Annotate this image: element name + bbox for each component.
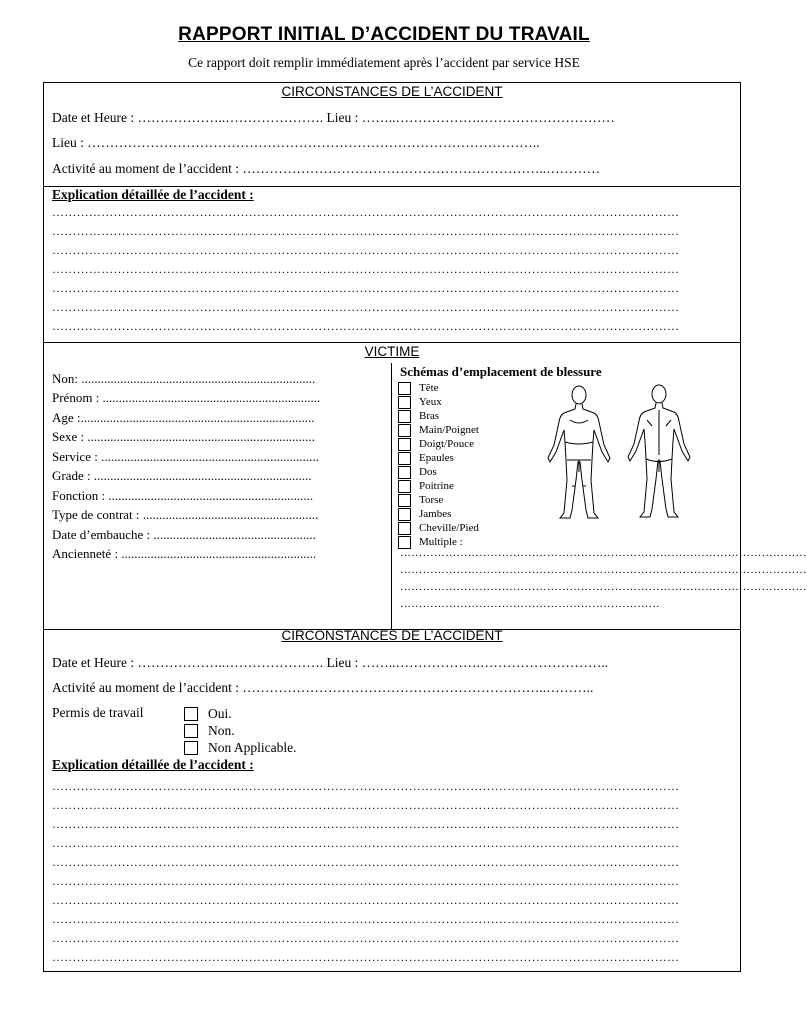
victime-fonction-field[interactable]: Fonction : ............................................................... — [52, 488, 314, 503]
multiple-line[interactable]: ……………………………………………………………………………………………… — [400, 564, 807, 576]
injury-checkbox-tete[interactable]: Tête — [398, 381, 479, 395]
victime-anciennete-field[interactable]: Ancienneté : ............................................................ — [52, 546, 317, 561]
victime-date-embauche-field[interactable]: Date d’embauche : .................................................. — [52, 527, 316, 542]
section1-explication-label: Explication détaillée de l’accident : — [52, 187, 254, 202]
victime-prenom-field[interactable]: Prénom : ................................................................... — [52, 390, 321, 405]
multiple-line[interactable]: ……………………………………………………………………………………………… — [400, 581, 807, 593]
section1-title: CIRCONSTANCES DE L’ACCIDENT — [281, 84, 503, 99]
section1-explication-line[interactable]: ……………………………………………………………………………………………………………………………………… — [52, 205, 680, 219]
section3-title: CIRCONSTANCES DE L’ACCIDENT — [281, 628, 503, 643]
injury-checkbox-bras[interactable]: Bras — [398, 409, 479, 423]
injury-checkbox-multiple[interactable]: Multiple : — [398, 535, 479, 549]
victime-title: VICTIME — [364, 344, 420, 359]
checkbox-icon[interactable] — [184, 724, 198, 738]
checkbox-icon[interactable] — [398, 410, 411, 423]
injury-checkbox-torse[interactable]: Torse — [398, 493, 479, 507]
section1-explication-line[interactable]: ……………………………………………………………………………………………………………………………………… — [52, 281, 680, 295]
permis-option-non[interactable]: Non. — [184, 723, 235, 739]
section1-date-heure-field[interactable]: Date et Heure : ………………..…………………. Lieu : ……..……………….………………………… — [52, 110, 615, 125]
permis-option-oui[interactable]: Oui. — [184, 706, 232, 722]
victime-service-field[interactable]: Service : ................................................................... — [52, 449, 319, 464]
checkbox-icon[interactable] — [398, 466, 411, 479]
section1-explication-line[interactable]: ……………………………………………………………………………………………………………………………………… — [52, 319, 680, 333]
injury-checkbox-poitrine[interactable]: Poitrine — [398, 479, 479, 493]
checkbox-icon[interactable] — [398, 494, 411, 507]
section3-activite-field[interactable]: Activité au moment de l’accident : …………………………………………………………..……….. — [52, 680, 594, 695]
section3-explication-line[interactable]: ……………………………………………………………………………………………………………………………………… — [52, 817, 680, 831]
victime-grade-field[interactable]: Grade : ................................................................... — [52, 468, 312, 483]
injury-checkbox-main-poignet[interactable]: Main/Poignet — [398, 423, 479, 437]
body-back-figure-icon — [628, 385, 690, 517]
section1-lieu-field[interactable]: Lieu : ……………………………………………………………………………………….. — [52, 135, 540, 150]
section3-explication-line[interactable]: ……………………………………………………………………………………………………………………………………… — [52, 855, 680, 869]
checkbox-icon[interactable] — [398, 424, 411, 437]
checkbox-icon[interactable] — [398, 438, 411, 451]
injury-checkbox-dos[interactable]: Dos — [398, 465, 479, 479]
victime-nom-field[interactable]: Non: ........................................................................ — [52, 371, 316, 386]
section3-explication-line[interactable]: ……………………………………………………………………………………………………………………………………… — [52, 779, 680, 793]
victime-column-divider — [391, 363, 392, 629]
report-title: RAPPORT INITIAL D’ACCIDENT DU TRAVAIL — [178, 24, 590, 45]
checkbox-icon[interactable] — [398, 508, 411, 521]
victime-age-field[interactable]: Age :........................................................................ — [52, 410, 315, 425]
checkbox-icon[interactable] — [398, 452, 411, 465]
injury-checkbox-doigt-pouce[interactable]: Doigt/Pouce — [398, 437, 479, 451]
multiple-line[interactable]: ……………………………………………………………………………………………… — [400, 547, 807, 559]
injury-checkbox-yeux[interactable]: Yeux — [398, 395, 479, 409]
section1-activite-field[interactable]: Activité au moment de l’accident : …………………………………………………………..………… — [52, 161, 601, 176]
section1-explication-line[interactable]: ……………………………………………………………………………………………………………………………………… — [52, 300, 680, 314]
checkbox-icon[interactable] — [398, 396, 411, 409]
victime-sexe-field[interactable]: Sexe : ...................................................................... — [52, 429, 315, 444]
form-frame — [43, 82, 807, 972]
permis-option-non-applicable[interactable]: Non Applicable. — [184, 740, 296, 756]
checkbox-icon[interactable] — [398, 522, 411, 535]
section3-date-heure-field[interactable]: Date et Heure : ………………..…………………. Lieu : ……..……………….……………………….. — [52, 655, 609, 670]
checkbox-icon[interactable] — [184, 741, 198, 755]
section3-explication-line[interactable]: ……………………………………………………………………………………………………………………………………… — [52, 912, 680, 926]
section1-explication-line[interactable]: ……………………………………………………………………………………………………………………………………… — [52, 224, 680, 238]
section3-explication-line[interactable]: ……………………………………………………………………………………………………………………………………… — [52, 931, 680, 945]
section3-explication-line[interactable]: ……………………………………………………………………………………………………………………………………… — [52, 950, 680, 964]
multiple-line[interactable]: …………………………………………………………… — [400, 598, 660, 610]
body-front-figure-icon — [548, 386, 610, 518]
section1-explication-line[interactable]: ……………………………………………………………………………………………………………………………………… — [52, 262, 680, 276]
section3-explication-line[interactable]: ……………………………………………………………………………………………………………………………………… — [52, 874, 680, 888]
schema-title: Schémas d’emplacement de blessure — [400, 364, 602, 379]
injury-checkbox-cheville-pied[interactable]: Cheville/Pied — [398, 521, 479, 535]
victime-type-contrat-field[interactable]: Type de contrat : ...................................................... — [52, 507, 319, 522]
injury-checkbox-list — [398, 381, 479, 549]
checkbox-icon[interactable] — [398, 480, 411, 493]
checkbox-icon[interactable] — [398, 382, 411, 395]
section3-explication-label: Explication détaillée de l’accident : — [52, 757, 254, 772]
injury-checkbox-epaules[interactable]: Epaules — [398, 451, 479, 465]
section3-explication-line[interactable]: ……………………………………………………………………………………………………………………………………… — [52, 893, 680, 907]
checkbox-icon[interactable] — [184, 707, 198, 721]
report-subtitle: Ce rapport doit remplir immédiatement après l’accident par service HSE — [188, 55, 580, 70]
section3-explication-line[interactable]: ……………………………………………………………………………………………………………………………………… — [52, 798, 680, 812]
section3-explication-line[interactable]: ……………………………………………………………………………………………………………………………………… — [52, 836, 680, 850]
divider — [44, 342, 740, 343]
permis-label: Permis de travail — [52, 705, 144, 720]
section1-explication-line[interactable]: ……………………………………………………………………………………………………………………………………… — [52, 243, 680, 257]
injury-checkbox-jambes[interactable]: Jambes — [398, 507, 479, 521]
body-diagram-icon — [534, 380, 704, 540]
